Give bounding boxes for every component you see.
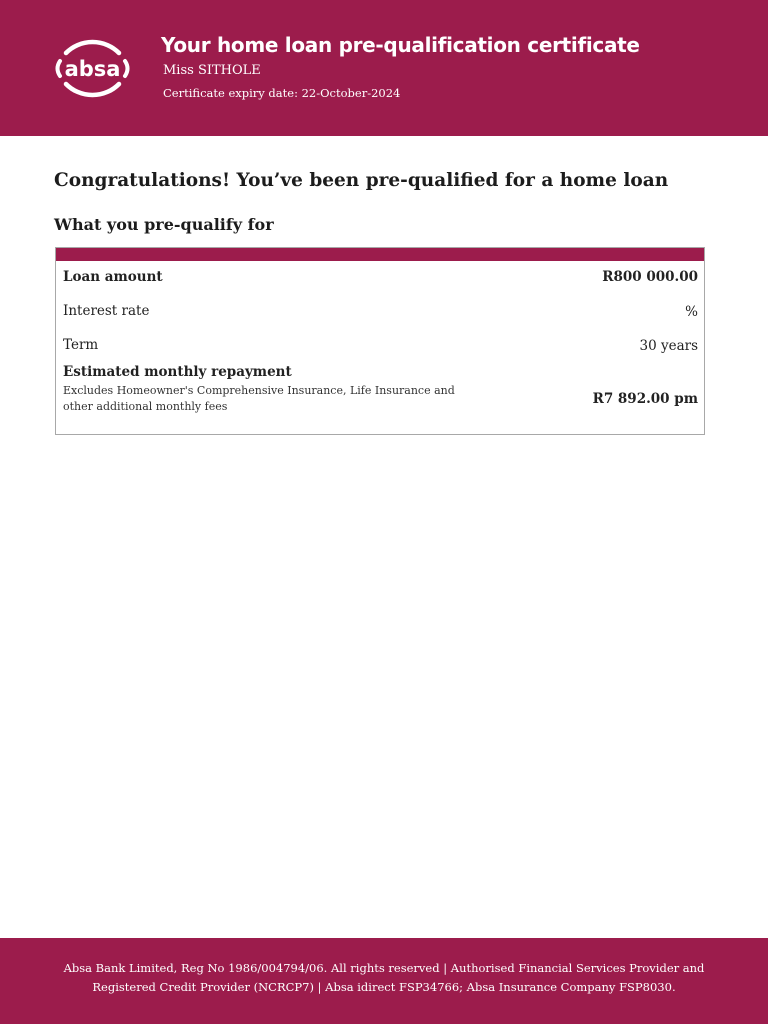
card-accent-bar [56,248,704,261]
term-label: Term [63,337,99,353]
congratulations-headline: Congratulations! You’ve been pre-qualified for a home loan [54,170,669,191]
prequalification-card [55,247,705,435]
repayment-label: Estimated monthly repayment [63,364,292,380]
certificate-expiry: Certificate expiry date: 22-October-2024 [163,86,401,100]
repayment-value: R7 892.00 pm [592,391,698,407]
page-footer [0,938,768,1024]
loan-amount-value: R800 000.00 [602,269,698,285]
loan-amount-label: Loan amount [63,269,163,285]
term-value: 30 years [639,338,698,354]
headline-container [54,168,694,204]
repayment-note: Excludes Homeowner's Comprehensive Insurance, Life Insurance and other additional monthly fees [63,384,455,413]
footer-legal-text: Absa Bank Limited, Reg No 1986/004794/06. All rights reserved | Authorised Financial Services Provider and Registered Credit Provider (NCRCP7) | Absa idirect FSP34766; Absa Insurance Company FSP8030. [63,961,705,994]
absa-logo [52,31,133,106]
certificate-title: Your home loan pre-qualification certificate [161,33,640,57]
certificate-header [0,0,768,136]
interest-rate-value: % [685,304,698,320]
applicant-name: Miss SITHOLE [163,63,261,78]
absa-logo-text: absa [64,57,121,81]
section-title: What you pre-qualify for [54,215,274,234]
interest-rate-label: Interest rate [63,303,150,319]
